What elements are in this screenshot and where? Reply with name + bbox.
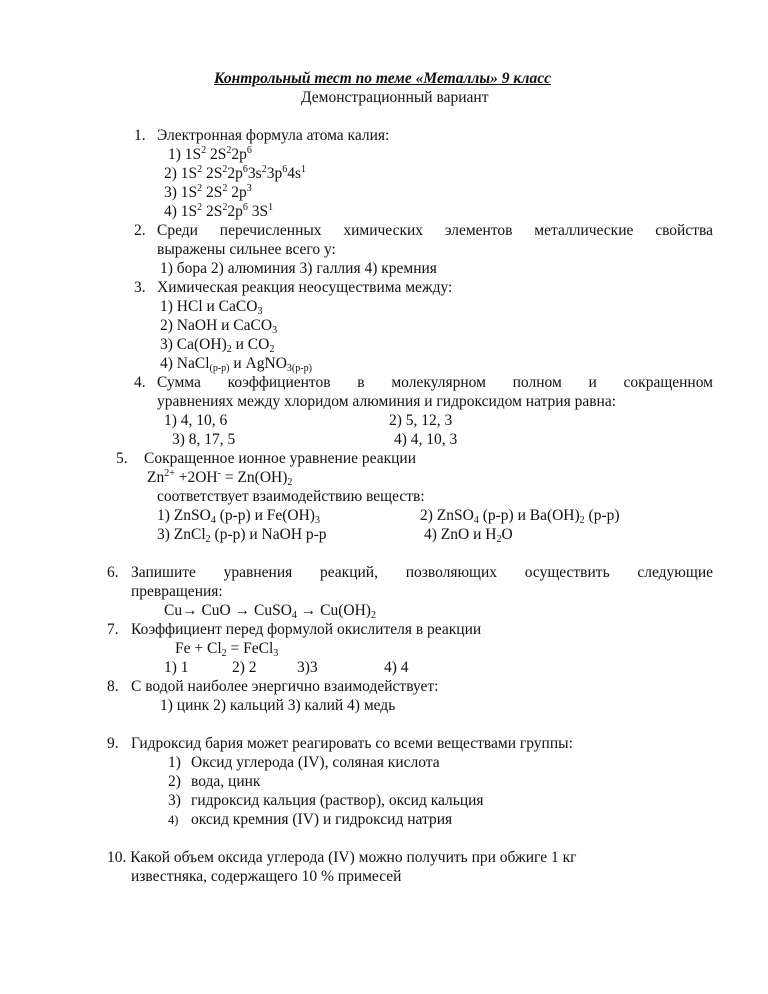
q7-answer-4: 4) 4 — [384, 659, 409, 676]
q9-option-2-text: вода, цинк — [191, 773, 261, 790]
q7-answer-3: 3)3 — [297, 659, 318, 676]
page-title: Контрольный тест по теме «Металлы» 9 класс — [214, 70, 551, 87]
q9-option-3-text: гидроксид кальция (раствор), оксид кальция — [191, 792, 484, 809]
q4-answer-3: 3) 8, 17, 5 — [172, 431, 236, 448]
q4-text-line1: Сумма коэффициентов в молекулярном полном и сокращенном — [157, 374, 713, 391]
q7-answer-2: 2) 2 — [232, 659, 257, 676]
q6-text-line1: Запишите уравнения реакций, позволяющих осуществить следующие — [131, 564, 713, 581]
q7-text: Коэффициент перед формулой окислителя в реакции — [131, 621, 482, 638]
q4-answer-4: 4) 4, 10, 3 — [394, 431, 458, 448]
q4-text-line2: уравнениях между хлоридом алюминия и гидроксидом натрия равна: — [157, 393, 617, 410]
q1-text: Электронная формула атома калия: — [157, 127, 390, 144]
q8-answers: 1) цинк 2) кальций 3) калий 4) медь — [160, 697, 396, 714]
q1-option-3: 3) $1S^2$ $2S^2$ $2p^3$ — [164, 183, 252, 201]
q10-text-line1: 10. Какой объем оксида углерода (IV) можно получить при обжиге 1 кг — [107, 849, 577, 866]
q1-option-1: 1) $1S^2$ $2S^22p^6$ — [168, 145, 252, 163]
q7-reaction: $Fe + Cl_2$ = FeCl$_3$ — [175, 640, 279, 659]
q9-option-1-num: 1) — [168, 754, 181, 771]
q5-corresponds: соответствует взаимодействию веществ: — [157, 488, 425, 505]
q9-option-3-num: 3) — [168, 792, 181, 809]
q4-answer-1: 1) 4, 10, 6 — [164, 412, 228, 429]
q8-number: 8. — [107, 678, 119, 695]
q3-number: 3. — [134, 279, 146, 296]
q3-option-1: 1) HCl и CaCO$_3$ — [160, 298, 263, 317]
q6-scheme: Cu→ CuO → CuSO$_4$ → $Cu(OH)_2$ — [164, 602, 376, 621]
q9-number: 9. — [107, 735, 119, 752]
q5-option-2: 2) ZnSO$_4$ (р-р) и $Ba(OH)_2$ (р-р) — [420, 507, 620, 526]
q5-number: 5. — [116, 450, 128, 467]
q2-number: 2. — [134, 222, 146, 239]
q6-text-line2: превращения: — [131, 583, 223, 600]
q3-option-3: 3) $Ca(OH)_2$ и $CO_2$ — [160, 336, 275, 355]
q4-answer-2: 2) 5, 12, 3 — [389, 412, 453, 429]
q9-option-1-text: Оксид углерода (IV), соляная кислота — [191, 754, 440, 771]
q1-number: 1. — [134, 127, 146, 144]
q9-option-2-num: 2) — [168, 773, 181, 790]
q2-text-line1: Среди перечисленных химических элементов металлические свойства — [157, 222, 713, 239]
q9-text: Гидроксид бария может реагировать со всеми веществами группы: — [131, 735, 573, 752]
q1-option-4: 4) $1S^2$ $2S^22p^6$ $3S^1$ — [164, 202, 274, 220]
q9-option-4-num: 4) — [168, 813, 179, 827]
q2-answers: 1) бора 2) алюминия 3) галлия 4) кремния — [160, 260, 437, 277]
q9-option-4-text: оксид кремния (IV) и гидроксид натрия — [191, 811, 453, 828]
q5-option-3: 3) ZnCl$_2$ (р-р) и NaOH р-р — [157, 526, 327, 545]
q5-ionic-equation: $Zn^{2+} +2OH^- = Zn(OH)_2$ — [147, 468, 293, 488]
q3-option-4: 4) NaCl$_{(р-р)}$ и AgNO$_{3(р-р)}$ — [160, 355, 312, 374]
q3-option-2: 2) NaOH и CaCO$_3$ — [160, 317, 278, 336]
q5-text: Сокращенное ионное уравнение реакции — [144, 450, 417, 467]
page-subtitle: Демонстрационный вариант — [301, 89, 489, 106]
q7-number: 7. — [107, 621, 119, 638]
q1-option-2: 2) $1S^2$ $2S^22p^63s^23p^64s^1$ — [164, 164, 307, 182]
q10-text-line2: известняка, содержащего 10 % примесей — [131, 868, 402, 885]
q7-answer-1: 1) 1 — [164, 659, 189, 676]
q6-number: 6. — [107, 564, 119, 581]
q3-text: Химическая реакция неосуществима между: — [157, 279, 453, 296]
q5-option-4: 4) ZnO и $H_2O$ — [424, 526, 513, 545]
q5-option-1: 1) ZnSO$_4$ (р-р) и $Fe(OH)_3$ — [157, 507, 320, 526]
q2-text-line2: выражены сильнее всего у: — [157, 241, 336, 258]
q4-number: 4. — [134, 374, 146, 391]
q8-text: С водой наиболее энергично взаимодействует: — [131, 678, 439, 695]
